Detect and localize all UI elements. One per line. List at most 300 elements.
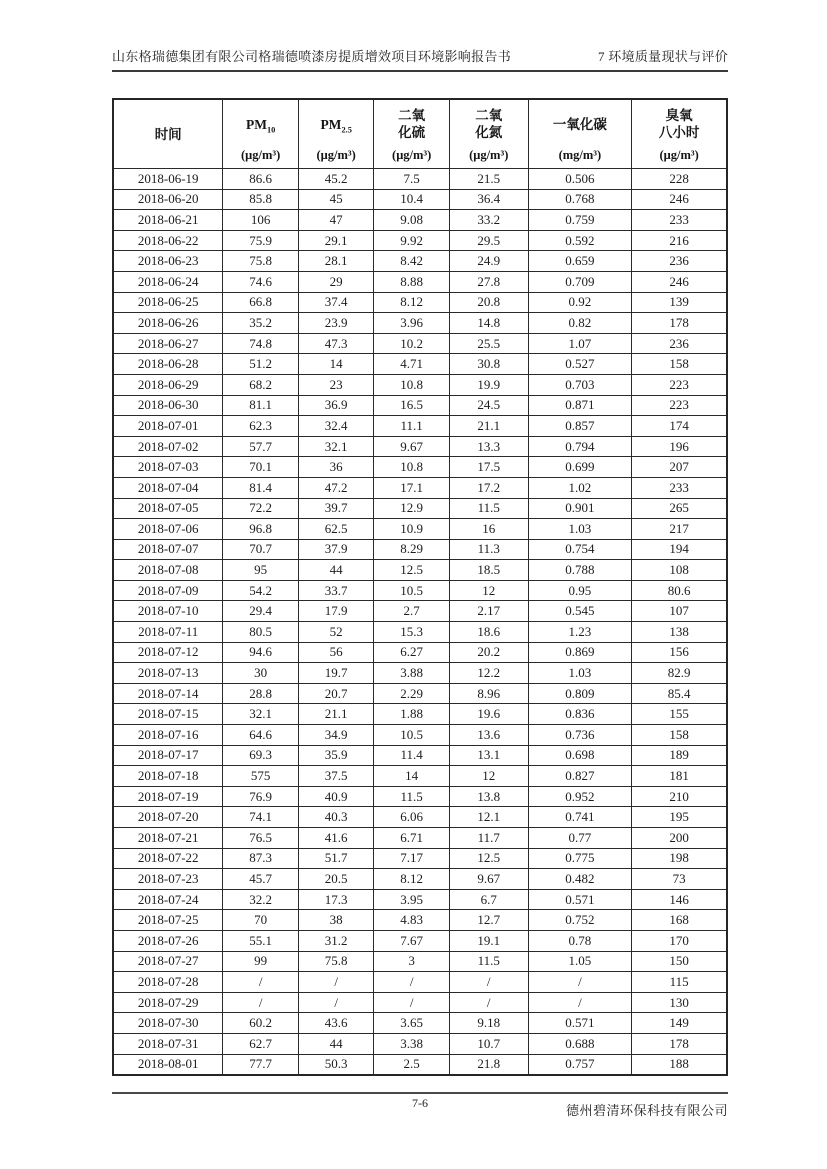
table-body [113,169,727,1076]
cell-so2: 3.95 [374,889,450,910]
cell-pm25: 34.9 [298,725,374,746]
cell-pm10: 66.8 [223,292,299,313]
cell-o3-8h: 246 [632,271,727,292]
cell-date: 2018-07-06 [113,519,223,540]
cell-o3-8h: 216 [632,230,727,251]
cell-date: 2018-07-23 [113,869,223,890]
cell-so2: / [374,992,450,1013]
column-header-pm10: $PM_{10}$ (μg/m³) [223,99,299,169]
cell-pm10: 77.7 [223,1054,299,1075]
cell-co: 0.952 [528,786,632,807]
cell-date: 2018-07-01 [113,416,223,437]
cell-so2: 10.9 [374,519,450,540]
cell-co: 0.759 [528,210,632,231]
header-right-title: 7 环境质量现状与评价 [597,49,728,64]
cell-o3-8h: 265 [632,498,727,519]
cell-pm25: 56 [298,642,374,663]
cell-pm10: 70 [223,910,299,931]
cell-pm25: 20.5 [298,869,374,890]
cell-no2: 24.5 [449,395,528,416]
cell-no2: 21.1 [449,416,528,437]
cell-date: 2018-07-19 [113,786,223,807]
cell-co: 0.506 [528,169,632,190]
cell-pm10: 55.1 [223,930,299,951]
cell-co: 0.95 [528,580,632,601]
table-row [113,889,727,910]
cell-date: 2018-07-13 [113,663,223,684]
table-row [113,477,727,498]
table-row [113,354,727,375]
cell-no2: 2.17 [449,601,528,622]
table-row [113,395,727,416]
cell-co: 0.592 [528,230,632,251]
cell-no2: 29.5 [449,230,528,251]
cell-no2: 18.5 [449,560,528,581]
cell-co: 0.871 [528,395,632,416]
cell-pm25: 43.6 [298,1013,374,1034]
cell-date: 2018-07-20 [113,807,223,828]
cell-so2: 7.67 [374,930,450,951]
cell-co: 0.736 [528,725,632,746]
table-row [113,457,727,478]
cell-date: 2018-07-05 [113,498,223,519]
cell-pm25: 50.3 [298,1054,374,1075]
cell-date: 2018-06-28 [113,354,223,375]
cell-o3-8h: 85.4 [632,683,727,704]
cell-co: 0.698 [528,745,632,766]
cell-so2: 7.5 [374,169,450,190]
cell-pm25: 75.8 [298,951,374,972]
cell-date: 2018-07-24 [113,889,223,910]
header-row [113,99,727,169]
air-quality-table [112,98,728,1076]
cell-pm25: 51.7 [298,848,374,869]
cell-pm10: 75.9 [223,230,299,251]
cell-o3-8h: 233 [632,477,727,498]
cell-no2: 17.5 [449,457,528,478]
cell-pm25: 45 [298,189,374,210]
cell-co: 1.23 [528,622,632,643]
cell-pm25: 19.7 [298,663,374,684]
cell-o3-8h: 108 [632,560,727,581]
cell-pm25: / [298,992,374,1013]
cell-date: 2018-07-16 [113,725,223,746]
table-row [113,683,727,704]
cell-co: 0.768 [528,189,632,210]
table-row [113,1054,727,1075]
cell-co: 0.757 [528,1054,632,1075]
cell-so2: 9.08 [374,210,450,231]
cell-so2: 4.83 [374,910,450,931]
table-row [113,601,727,622]
table-row [113,333,727,354]
cell-date: 2018-07-26 [113,930,223,951]
column-header-o3-8h: 臭氧 八小时 (μg/m³) [632,99,727,169]
cell-pm10: 74.6 [223,271,299,292]
page-footer [112,1092,728,1119]
cell-date: 2018-06-19 [113,169,223,190]
cell-pm25: / [298,972,374,993]
cell-o3-8h: 156 [632,642,727,663]
cell-pm25: 21.1 [298,704,374,725]
column-header-no2: 二氧 化氮 (μg/m³) [449,99,528,169]
cell-pm25: 17.9 [298,601,374,622]
cell-so2: 6.06 [374,807,450,828]
cell-no2: 12 [449,766,528,787]
cell-pm10: 62.7 [223,1033,299,1054]
cell-no2: 11.3 [449,539,528,560]
cell-pm25: 36.9 [298,395,374,416]
cell-no2: 27.8 [449,271,528,292]
cell-no2: 9.18 [449,1013,528,1034]
table-row [113,848,727,869]
cell-so2: 10.8 [374,457,450,478]
cell-date: 2018-07-25 [113,910,223,931]
cell-co: 0.775 [528,848,632,869]
table-row [113,519,727,540]
cell-co: 0.836 [528,704,632,725]
cell-date: 2018-06-24 [113,271,223,292]
header-left-title: 山东格瑞德集团有限公司格瑞德喷漆房提质增效项目环境影响报告书 [112,49,512,64]
cell-pm10: 94.6 [223,642,299,663]
cell-so2: 7.17 [374,848,450,869]
cell-pm10: 28.8 [223,683,299,704]
cell-o3-8h: 73 [632,869,727,890]
cell-no2: 12.5 [449,848,528,869]
cell-no2: 20.2 [449,642,528,663]
cell-date: 2018-07-11 [113,622,223,643]
cell-pm25: 39.7 [298,498,374,519]
table-row [113,951,727,972]
table-row [113,910,727,931]
cell-pm25: 37.4 [298,292,374,313]
cell-pm10: 51.2 [223,354,299,375]
cell-co: 0.827 [528,766,632,787]
cell-no2: / [449,972,528,993]
page-header [112,46,728,72]
cell-so2: 8.12 [374,869,450,890]
cell-date: 2018-06-22 [113,230,223,251]
cell-date: 2018-07-07 [113,539,223,560]
cell-no2: 9.67 [449,869,528,890]
cell-pm10: 60.2 [223,1013,299,1034]
cell-o3-8h: 178 [632,313,727,334]
table-row [113,560,727,581]
cell-co: 0.752 [528,910,632,931]
cell-so2: 8.88 [374,271,450,292]
cell-co: 0.92 [528,292,632,313]
cell-date: 2018-06-20 [113,189,223,210]
cell-pm25: 31.2 [298,930,374,951]
cell-o3-8h: 80.6 [632,580,727,601]
cell-o3-8h: 149 [632,1013,727,1034]
cell-so2: 10.5 [374,580,450,601]
cell-so2: 3.88 [374,663,450,684]
cell-so2: 10.4 [374,189,450,210]
table-row [113,807,727,828]
cell-no2: 13.3 [449,436,528,457]
cell-pm25: 36 [298,457,374,478]
cell-date: 2018-07-08 [113,560,223,581]
cell-date: 2018-07-28 [113,972,223,993]
column-header-co: 一氧化碳 (mg/m³) [528,99,632,169]
table-row [113,189,727,210]
cell-no2: 33.2 [449,210,528,231]
cell-o3-8h: 155 [632,704,727,725]
cell-no2: 24.9 [449,251,528,272]
cell-so2: 15.3 [374,622,450,643]
cell-pm10: 32.1 [223,704,299,725]
cell-pm10: 575 [223,766,299,787]
table-row [113,704,727,725]
cell-no2: 36.4 [449,189,528,210]
cell-pm10: 57.7 [223,436,299,457]
cell-pm25: 52 [298,622,374,643]
footer-company: 德州碧清环保科技有限公司 [565,1103,728,1119]
cell-pm25: 45.2 [298,169,374,190]
cell-co: 0.688 [528,1033,632,1054]
cell-date: 2018-07-22 [113,848,223,869]
cell-o3-8h: 138 [632,622,727,643]
cell-so2: 6.27 [374,642,450,663]
cell-o3-8h: 146 [632,889,727,910]
cell-date: 2018-07-21 [113,828,223,849]
cell-pm10: 74.1 [223,807,299,828]
table-row [113,992,727,1013]
cell-so2: 17.1 [374,477,450,498]
cell-pm25: 47.3 [298,333,374,354]
cell-o3-8h: 200 [632,828,727,849]
cell-co: 0.869 [528,642,632,663]
cell-pm10: 96.8 [223,519,299,540]
cell-o3-8h: 188 [632,1054,727,1075]
cell-pm10: 95 [223,560,299,581]
table-row [113,663,727,684]
cell-date: 2018-06-21 [113,210,223,231]
table-row [113,725,727,746]
column-header-so2: 二氧 化硫 (μg/m³) [374,99,450,169]
cell-so2: 10.2 [374,333,450,354]
cell-so2: 9.92 [374,230,450,251]
cell-pm10: 76.9 [223,786,299,807]
table-row [113,622,727,643]
cell-date: 2018-06-30 [113,395,223,416]
table-row [113,436,727,457]
cell-date: 2018-07-14 [113,683,223,704]
cell-co: 0.527 [528,354,632,375]
cell-co: 0.699 [528,457,632,478]
cell-o3-8h: 115 [632,972,727,993]
table-row [113,1033,727,1054]
cell-so2: 16.5 [374,395,450,416]
cell-so2: 12.5 [374,560,450,581]
cell-pm25: 40.3 [298,807,374,828]
cell-so2: 12.9 [374,498,450,519]
cell-date: 2018-07-10 [113,601,223,622]
cell-pm10: 74.8 [223,333,299,354]
cell-so2: 11.1 [374,416,450,437]
cell-no2: 25.5 [449,333,528,354]
cell-no2: 19.6 [449,704,528,725]
cell-so2: 10.8 [374,374,450,395]
cell-co: 0.703 [528,374,632,395]
cell-date: 2018-07-12 [113,642,223,663]
table-row [113,869,727,890]
cell-pm25: 38 [298,910,374,931]
table-row [113,313,727,334]
cell-so2: 8.29 [374,539,450,560]
cell-pm25: 37.5 [298,766,374,787]
cell-no2: 21.8 [449,1054,528,1075]
cell-pm10: 70.1 [223,457,299,478]
cell-co: 0.741 [528,807,632,828]
table-row [113,169,727,190]
cell-pm25: 47 [298,210,374,231]
cell-o3-8h: 150 [632,951,727,972]
cell-date: 2018-07-17 [113,745,223,766]
cell-pm10: 69.3 [223,745,299,766]
cell-so2: 2.29 [374,683,450,704]
cell-so2: / [374,972,450,993]
cell-date: 2018-07-18 [113,766,223,787]
cell-date: 2018-07-27 [113,951,223,972]
cell-o3-8h: 174 [632,416,727,437]
cell-o3-8h: 223 [632,395,727,416]
cell-no2: 17.2 [449,477,528,498]
cell-pm25: 29.1 [298,230,374,251]
cell-pm10: 62.3 [223,416,299,437]
table-row [113,374,727,395]
cell-no2: 10.7 [449,1033,528,1054]
cell-o3-8h: 196 [632,436,727,457]
cell-co: 1.03 [528,663,632,684]
cell-so2: 3.65 [374,1013,450,1034]
cell-no2: 11.5 [449,498,528,519]
cell-o3-8h: 168 [632,910,727,931]
cell-o3-8h: 139 [632,292,727,313]
table-row [113,251,727,272]
cell-no2: 19.1 [449,930,528,951]
table-row [113,292,727,313]
cell-o3-8h: 82.9 [632,663,727,684]
cell-pm25: 32.4 [298,416,374,437]
cell-o3-8h: 107 [632,601,727,622]
cell-no2: 12.7 [449,910,528,931]
cell-so2: 8.42 [374,251,450,272]
cell-date: 2018-07-03 [113,457,223,478]
cell-pm10: 29.4 [223,601,299,622]
cell-o3-8h: 178 [632,1033,727,1054]
cell-co: / [528,972,632,993]
cell-no2: 12.2 [449,663,528,684]
cell-co: 1.05 [528,951,632,972]
cell-no2: 14.8 [449,313,528,334]
cell-date: 2018-07-30 [113,1013,223,1034]
cell-o3-8h: 158 [632,354,727,375]
cell-pm10: 99 [223,951,299,972]
cell-pm10: 30 [223,663,299,684]
cell-no2: 13.8 [449,786,528,807]
cell-pm10: 106 [223,210,299,231]
cell-pm10: 32.2 [223,889,299,910]
cell-pm10: / [223,972,299,993]
cell-pm25: 28.1 [298,251,374,272]
cell-so2: 11.5 [374,786,450,807]
cell-so2: 2.7 [374,601,450,622]
table-row [113,745,727,766]
cell-no2: 6.7 [449,889,528,910]
cell-no2: 13.1 [449,745,528,766]
cell-o3-8h: 236 [632,333,727,354]
cell-pm10: 76.5 [223,828,299,849]
cell-date: 2018-07-09 [113,580,223,601]
cell-pm25: 35.9 [298,745,374,766]
cell-pm10: 80.5 [223,622,299,643]
cell-co: 1.03 [528,519,632,540]
cell-co: 1.07 [528,333,632,354]
cell-pm10: 81.1 [223,395,299,416]
cell-no2: 18.6 [449,622,528,643]
cell-co: / [528,992,632,1013]
cell-pm10: 72.2 [223,498,299,519]
column-header-pm25: $PM_{2.5}$ (μg/m³) [298,99,374,169]
column-header-date: 时间 [113,99,223,169]
cell-date: 2018-07-02 [113,436,223,457]
table-row [113,230,727,251]
cell-date: 2018-06-26 [113,313,223,334]
table-row [113,416,727,437]
cell-no2: 12 [449,580,528,601]
cell-so2: 1.88 [374,704,450,725]
cell-so2: 8.12 [374,292,450,313]
cell-so2: 6.71 [374,828,450,849]
cell-co: 0.82 [528,313,632,334]
cell-pm25: 17.3 [298,889,374,910]
table-row [113,1013,727,1034]
cell-pm10: 85.8 [223,189,299,210]
cell-so2: 3 [374,951,450,972]
cell-co: 0.78 [528,930,632,951]
cell-o3-8h: 181 [632,766,727,787]
table-row [113,786,727,807]
cell-no2: / [449,992,528,1013]
cell-co: 0.901 [528,498,632,519]
cell-co: 0.857 [528,416,632,437]
cell-o3-8h: 207 [632,457,727,478]
cell-date: 2018-06-25 [113,292,223,313]
table-row [113,580,727,601]
cell-no2: 21.5 [449,169,528,190]
cell-pm25: 14 [298,354,374,375]
cell-co: 0.571 [528,1013,632,1034]
cell-no2: 12.1 [449,807,528,828]
cell-o3-8h: 198 [632,848,727,869]
cell-date: 2018-07-31 [113,1033,223,1054]
cell-o3-8h: 194 [632,539,727,560]
cell-pm10: 64.6 [223,725,299,746]
cell-no2: 19.9 [449,374,528,395]
table-row [113,271,727,292]
cell-so2: 9.67 [374,436,450,457]
cell-no2: 30.8 [449,354,528,375]
cell-o3-8h: 228 [632,169,727,190]
page-number: 7-6 [412,1096,428,1111]
cell-pm10: 35.2 [223,313,299,334]
cell-pm10: 86.6 [223,169,299,190]
cell-so2: 3.96 [374,313,450,334]
cell-date: 2018-06-23 [113,251,223,272]
cell-co: 0.482 [528,869,632,890]
